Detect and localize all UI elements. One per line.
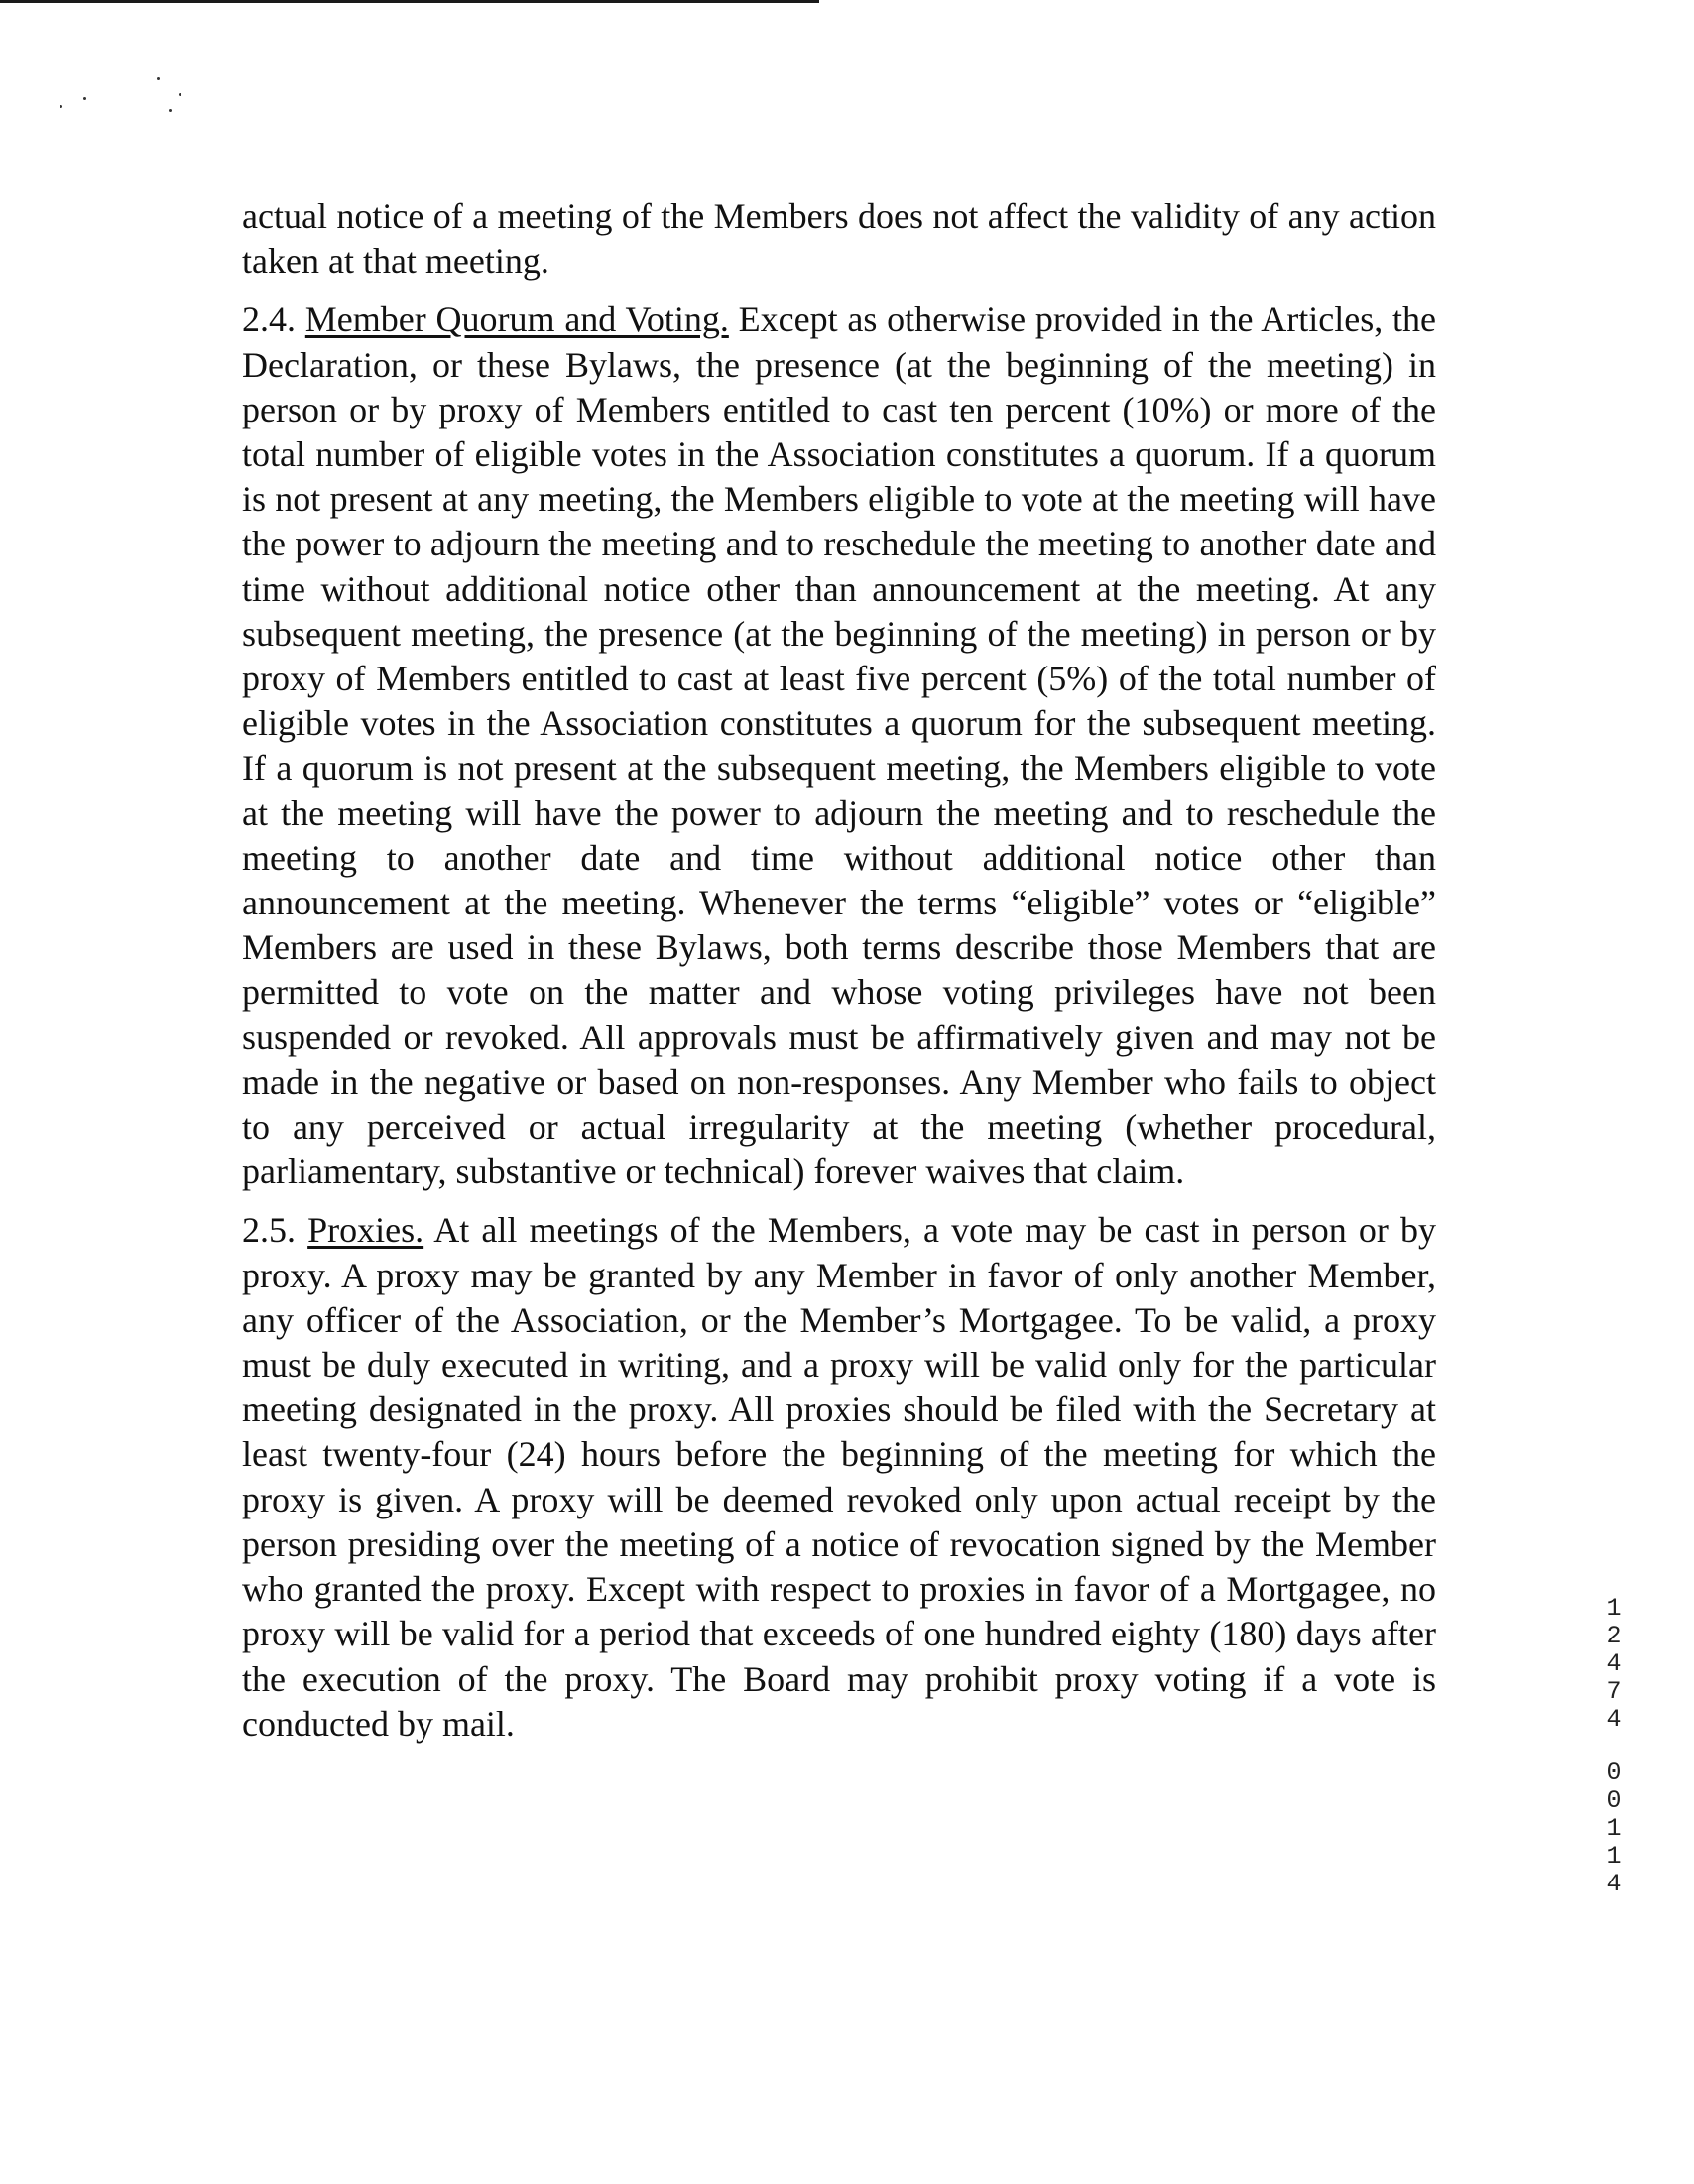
section-2-4 (242, 298, 1436, 1194)
section-heading: Member Quorum and Voting. (304, 300, 729, 340)
bates-book-digit: 4 (1606, 1705, 1622, 1734)
continuation-paragraph: actual notice of a meeting of the Members does not affect the validity of any action taken at that meeting. (242, 196, 1436, 282)
bates-book-digit: 7 (1606, 1677, 1622, 1706)
bates-book-digit: 1 (1606, 1594, 1622, 1623)
scan-speck (179, 93, 182, 96)
section-body: Except as otherwise provided in the Articles, the Declaration, or these Bylaws, the presence (at the beginning of the meeting) in person or by proxy of Members entitled to cast ten percent (10%) or more of the total number of eligible votes in the Association constitutes a quorum. If a quorum is not present at any meeting, the Members eligible to vote at the meeting will have the power to adjourn the meeting and to reschedule the meeting to another date and time without additional notice other than announcement at the meeting. At any subsequent meeting, the presence (at the beginning of the meeting) in person or by proxy of Members entitled to cast at least five percent (5%) of the total number of eligible votes in the Association constitutes a quorum for the subsequent meeting. If a quorum is not present at the subsequent meeting, the Members eligible to vote at the meeting will have the power to adjourn the meeting and to reschedule the meeting to another date and time without additional notice other than announcement at the meeting. Whenever the terms “eligible” votes or “eligible” Members are used in these Bylaws, both terms describe those Members that are permitted to vote on the matter and whose voting privileges have not been suspended or revoked. All approvals must be affirmatively given and may not be made in the negative or based on non-responses. Any Member who fails to object to any perceived or actual irregularity at the meeting (whether procedural, parliamentary, substantive or technical) forever waives that claim. (242, 300, 1436, 1192)
section-number: 2.5. (242, 1210, 296, 1251)
bates-page-digit: 0 (1606, 1759, 1622, 1787)
bates-page-digit: 1 (1606, 1842, 1622, 1871)
scan-speck (157, 77, 160, 80)
bates-gap (1599, 1734, 1629, 1759)
section-body: At all meetings of the Members, a vote may be cast in person or by proxy. A proxy may be granted by any Member in favor of only another Member, any officer of the Association, or the Member’s Mortgagee. To be valid, a proxy must be duly executed in writing, and a proxy will be valid only for the particular meeting designated in the proxy. All proxies should be filed with the Secretary at least twenty-four (24) hours before the beginning of the meeting for which the proxy is given. A proxy will be deemed revoked only upon actual receipt by the person presiding over the meeting of a notice of revocation signed by the Member who granted the proxy. Except with respect to proxies in favor of a Mortgagee, no proxy will be valid for a period that exceeds of one hundred eighty (180) days after the execution of the proxy. The Board may prohibit proxy voting if a vote is conducted by mail. (242, 1210, 1436, 1744)
scan-speck (169, 109, 172, 112)
section-heading: Proxies. (307, 1210, 424, 1251)
scan-top-rule (0, 0, 819, 3)
section-number: 2.4. (242, 300, 296, 340)
bates-page-digit: 4 (1606, 1870, 1622, 1898)
bates-book-digit: 2 (1606, 1622, 1622, 1650)
bates-book-digit: 4 (1606, 1649, 1622, 1678)
bylaws-page-body (242, 194, 1436, 1760)
scan-speck (83, 97, 86, 100)
scan-speck (60, 105, 62, 108)
bates-stamp (1599, 1595, 1629, 1898)
bates-page-digit: 1 (1606, 1814, 1622, 1843)
section-2-5 (242, 1208, 1436, 1746)
bates-page-digit: 0 (1606, 1786, 1622, 1815)
